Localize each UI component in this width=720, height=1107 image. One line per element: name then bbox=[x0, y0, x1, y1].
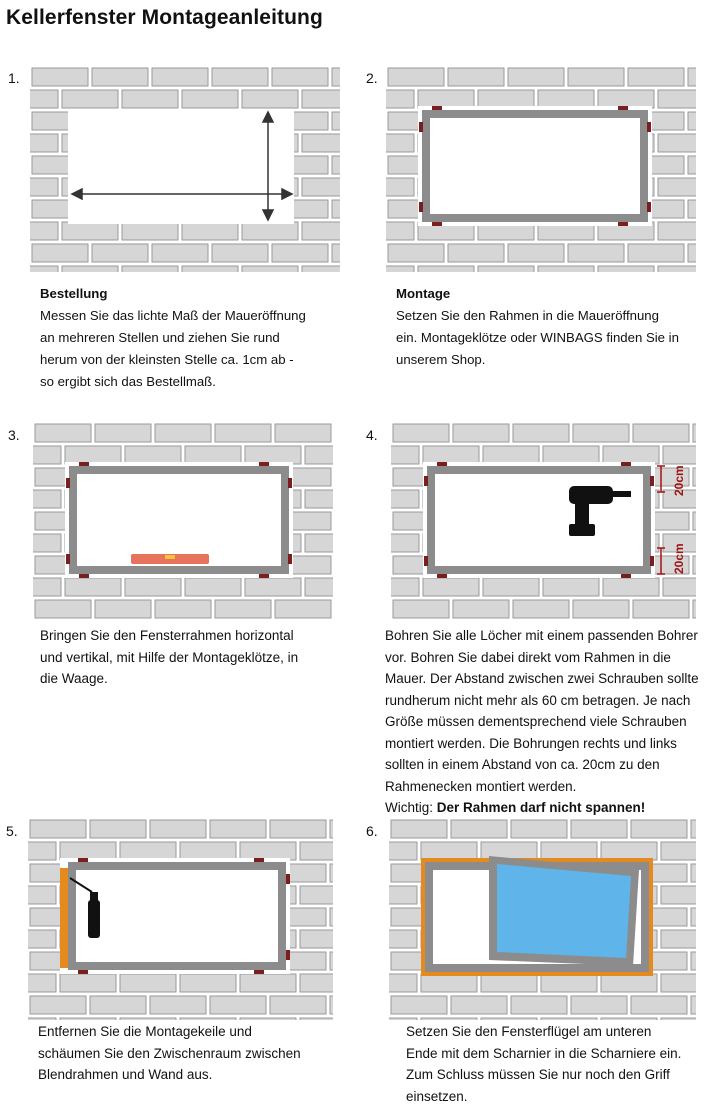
step-1-number: 1. bbox=[8, 70, 20, 86]
step-1-illustration bbox=[30, 66, 340, 272]
text-line: die Waage. bbox=[40, 668, 298, 690]
warning-prefix: Wichtig: bbox=[385, 800, 437, 815]
step-1-text bbox=[40, 283, 306, 393]
text-line: Rahmenecken montiert werden. bbox=[385, 776, 699, 798]
dimension-label-top: 20cm bbox=[672, 465, 686, 496]
text-line: vor. Bohren Sie dabei direkt vom Rahmen in die bbox=[385, 647, 699, 669]
warning-text: Der Rahmen darf nicht spannen! bbox=[437, 800, 646, 815]
step-3-illustration bbox=[33, 422, 333, 620]
text-line: Ende mit dem Scharnier in die Scharniere ein. bbox=[406, 1043, 681, 1065]
text-line: herum von der kleinsten Stelle ca. 1cm ab - bbox=[40, 349, 306, 371]
text-line: so ergibt sich das Bestellmaß. bbox=[40, 371, 306, 393]
step-6-illustration bbox=[389, 818, 696, 1020]
text-line: rundherum nicht mehr als 60 cm betragen. Je nach bbox=[385, 690, 699, 712]
warning-line bbox=[385, 797, 699, 819]
text-line: Bohren Sie alle Löcher mit einem passenden Bohrer bbox=[385, 625, 699, 647]
text-line: schäumen Sie den Zwischenraum zwischen bbox=[38, 1043, 301, 1065]
step-2-heading: Montage bbox=[396, 283, 679, 305]
step-4-number: 4. bbox=[366, 427, 378, 443]
wall-opening bbox=[68, 110, 294, 224]
step-5-number: 5. bbox=[6, 823, 18, 839]
text-line: Setzen Sie den Rahmen in die Maueröffnung bbox=[396, 305, 679, 327]
text-line: Blendrahmen und Wand aus. bbox=[38, 1064, 301, 1086]
text-line: montiert werden. Die Bohrungen rechts und links bbox=[385, 733, 699, 755]
text-line: sollten in einem Abstand von ca. 20cm zu den bbox=[385, 754, 699, 776]
page-title: Kellerfenster Montageanleitung bbox=[6, 6, 323, 30]
step-6-number: 6. bbox=[366, 823, 378, 839]
text-line: einsetzen. bbox=[406, 1086, 681, 1107]
text-line: Bringen Sie den Fensterrahmen horizontal bbox=[40, 625, 298, 647]
text-line: an mehreren Stellen und ziehen Sie rund bbox=[40, 327, 306, 349]
window-frame bbox=[431, 470, 647, 570]
step-3-text bbox=[40, 625, 298, 690]
step-5-illustration bbox=[28, 818, 333, 1020]
text-line: ein. Montageklötze oder WINBAGS finden Sie in bbox=[396, 327, 679, 349]
text-line: unserem Shop. bbox=[396, 349, 679, 371]
text-line: Entfernen Sie die Montagekeile und bbox=[38, 1021, 301, 1043]
text-line: Mauer. Der Abstand zwischen zwei Schrauben sollte bbox=[385, 668, 699, 690]
step-6-text bbox=[406, 1021, 681, 1107]
text-line: und vertikal, mit Hilfe der Montageklötze, in bbox=[40, 647, 298, 669]
window-frame bbox=[72, 866, 282, 966]
step-4-text bbox=[385, 625, 699, 819]
text-line: Größe müssen dementsprechend viele Schrauben bbox=[385, 711, 699, 733]
step-2-text bbox=[396, 283, 679, 371]
step-2-number: 2. bbox=[366, 70, 378, 86]
text-line: Messen Sie das lichte Maß der Maueröffnung bbox=[40, 305, 306, 327]
window-frame bbox=[426, 114, 644, 218]
step-3-number: 3. bbox=[8, 427, 20, 443]
dimension-label-bottom: 20cm bbox=[672, 543, 686, 574]
step-4-illustration bbox=[391, 422, 696, 620]
step-2-illustration bbox=[386, 66, 696, 272]
text-line: Zum Schluss müssen Sie nur noch den Griff bbox=[406, 1064, 681, 1086]
glass-pane bbox=[497, 864, 631, 958]
text-line: Setzen Sie den Fensterflügel am unteren bbox=[406, 1021, 681, 1043]
step-1-heading: Bestellung bbox=[40, 283, 306, 305]
step-5-text bbox=[38, 1021, 301, 1086]
